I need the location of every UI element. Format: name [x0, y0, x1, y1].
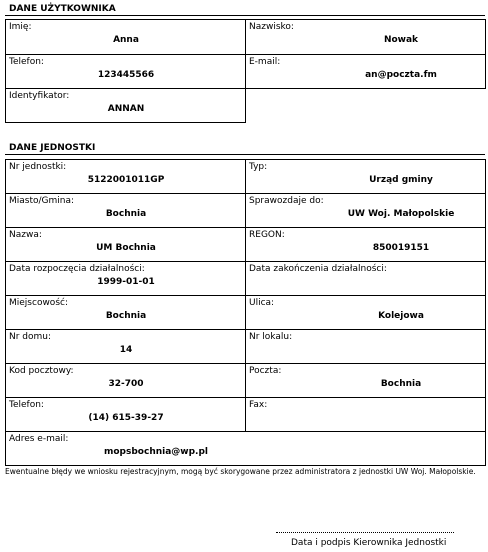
field-reports-to	[246, 194, 486, 228]
field-value: Anna	[113, 35, 139, 45]
field-identifier	[6, 89, 246, 123]
field-label: Telefon:	[9, 57, 44, 67]
field-value: Bochnia	[380, 379, 422, 389]
field-unit-number	[6, 160, 246, 194]
field-value: Bochnia	[105, 311, 147, 321]
field-user-email	[246, 55, 486, 89]
user-section-rule	[5, 15, 485, 16]
field-value: UM Bochnia	[96, 243, 156, 253]
field-postal-code	[6, 364, 246, 398]
field-value: (14) 615-39-27	[88, 413, 164, 423]
field-label: Adres e-mail:	[9, 434, 69, 444]
field-value: 1999-01-01	[97, 277, 155, 287]
field-value: mopsbochnia@wp.pl	[104, 447, 208, 457]
empty-cell	[246, 89, 486, 123]
field-label: Typ:	[249, 162, 268, 172]
field-first-name	[6, 20, 246, 55]
field-label: Nazwa:	[9, 230, 42, 240]
field-label: Sprawozdaje do:	[249, 196, 324, 206]
field-value: 850019151	[372, 243, 430, 253]
user-section-title: DANE UŻYTKOWNIKA	[9, 4, 116, 14]
field-post-office	[246, 364, 486, 398]
field-label: Nazwisko:	[249, 22, 294, 32]
field-label: Fax:	[249, 400, 268, 410]
signature-line	[276, 532, 454, 533]
field-value: 14	[119, 345, 133, 355]
field-label: Poczta:	[249, 366, 282, 376]
field-unit-type	[246, 160, 486, 194]
field-label: Nr lokalu:	[249, 332, 293, 342]
field-city	[6, 194, 246, 228]
unit-section-title: DANE JEDNOSTKI	[9, 143, 96, 153]
field-label: Miasto/Gmina:	[9, 196, 75, 206]
field-label: Nr jednostki:	[9, 162, 67, 172]
user-data-table	[5, 19, 486, 123]
field-locality	[6, 296, 246, 330]
field-fax	[246, 398, 486, 432]
field-value: Bochnia	[105, 209, 147, 219]
field-last-name	[246, 20, 486, 55]
field-label: Imię:	[9, 22, 32, 32]
field-unit-email	[6, 432, 486, 466]
field-label: Data rozpoczęcia działalności:	[9, 264, 145, 274]
field-house-number	[6, 330, 246, 364]
field-label: E-mail:	[249, 57, 281, 67]
field-street	[246, 296, 486, 330]
field-label: Nr domu:	[9, 332, 52, 342]
field-end-date	[246, 262, 486, 296]
field-regon	[246, 228, 486, 262]
field-label: Identyfikator:	[9, 91, 70, 101]
correction-note: Ewentualne błędy we wniosku rejestracyjnym, mogą być skorygowane przez administratora z jednostki UW Woj. Małopolskie.	[5, 467, 476, 476]
field-value: an@poczta.fm	[365, 70, 437, 80]
field-label: Kod pocztowy:	[9, 366, 74, 376]
field-value: Kolejowa	[378, 311, 424, 321]
field-value: 5122001011GP	[87, 175, 165, 185]
field-label: REGON:	[249, 230, 285, 240]
field-value: ANNAN	[107, 104, 145, 114]
field-value: Urząd gminy	[369, 175, 433, 185]
field-value: UW Woj. Małopolskie	[347, 209, 455, 219]
field-start-date	[6, 262, 246, 296]
unit-data-table	[5, 159, 486, 466]
field-value: Nowak	[383, 35, 419, 45]
field-unit-name	[6, 228, 246, 262]
field-apartment-number	[246, 330, 486, 364]
field-label: Data zakończenia działalności:	[249, 264, 387, 274]
field-value: 123445566	[97, 70, 155, 80]
field-label: Miejscowość:	[9, 298, 68, 308]
field-unit-phone	[6, 398, 246, 432]
field-value: 32-700	[108, 379, 144, 389]
signature-label: Data i podpis Kierownika Jednostki	[291, 538, 447, 548]
unit-section-rule	[5, 154, 485, 155]
field-user-phone	[6, 55, 246, 89]
field-label: Ulica:	[249, 298, 275, 308]
field-label: Telefon:	[9, 400, 44, 410]
